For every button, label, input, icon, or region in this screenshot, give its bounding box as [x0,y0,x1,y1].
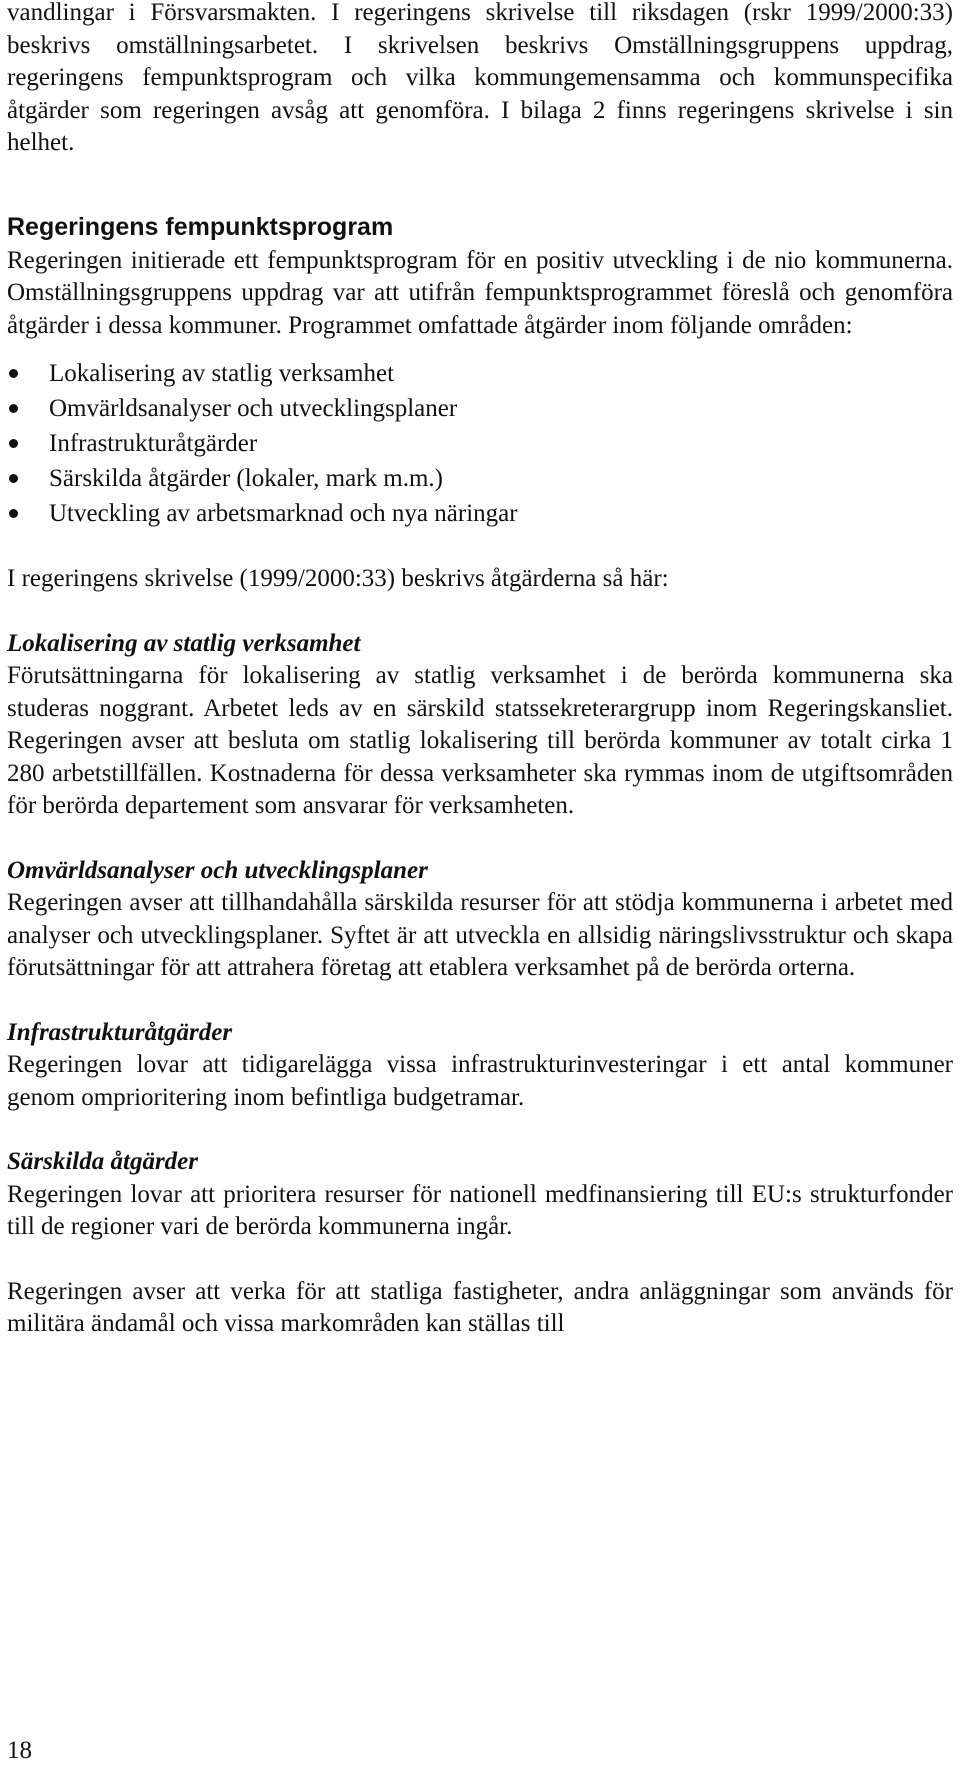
list-item-text: Särskilda åtgärder (lokaler, mark m.m.) [49,465,443,492]
bullet-icon [9,369,18,378]
section-heading: Regeringens fempunktsprogram [7,212,394,241]
page-number: 18 [7,1737,32,1764]
lead-in-paragraph: I regeringens skrivelse (1999/2000:33) beskrivs åtgärderna så här: [7,565,669,592]
subsection-text-lokalisering: Förutsättningarna för lokalisering av statlig verksamhet i de berörda kommunerna ska studeras noggrant. Arbetet leds av en särskild statssekreterargrupp inom Regeringskansliet. Regeringen avser att besluta om statlig lokalisering till berörda kommuner av totalt cirka 1 280 arbetstillfällen. Kostnaderna för dessa verksamheter ska rymmas inom de utgiftsområden för berörda departement som ansvarar för verksamheten. [7,662,953,819]
subsection-title-lokalisering: Lokalisering av statlig verksamhet [7,629,361,657]
document-page [7,0,953,1341]
program-areas-list [7,356,953,531]
list-item-text: Utveckling av arbetsmarknad och nya näringar [49,500,518,527]
list-item [7,496,953,531]
list-item [7,426,953,461]
subsection-text-infrastruktur: Regeringen lovar att tidigarelägga vissa infrastrukturinvesteringar i ett antal kommuner genom omprioritering inom befintliga budgetramar. [7,1051,953,1111]
section-paragraph: Regeringen initierade ett fempunktsprogram för en positiv utveckling i de nio kommunerna. Omställningsgruppens uppdrag var att utifrån fempunktsprogrammet föreslå och genomföra åtgärder i dessa kommuner. Programmet omfattade åtgärder inom följande områden: [7,246,953,339]
subsection-title-sarskilda: Särskilda åtgärder [7,1148,199,1175]
list-item [7,391,953,426]
list-item [7,461,953,496]
intro-paragraph: vandlingar i Försvarsmakten. I regeringens skrivelse till riksdagen (rskr 1999/2000:33) beskrivs omställningsarbetet. I skrivelsen beskrivs Omställningsgruppens uppdrag, regeringens fempunktsprogram och vilka kommungemensamma och kommunspecifika åtgärder som regeringen avsåg att genomföra. I bilaga 2 finns regeringens skrivelse i sin helhet. [7,0,953,156]
list-item-text: Omvärldsanalyser och utvecklingsplaner [49,395,458,422]
bullet-icon [9,439,18,448]
subsection-title-infrastruktur: Infrastrukturåtgärder [7,1018,233,1046]
list-item [7,356,953,391]
bullet-icon [9,474,18,483]
list-item-text: Lokalisering av statlig verksamhet [49,360,395,387]
subsection-text-omvarldsanalyser: Regeringen avser att tillhandahålla särskilda resurser för att stödja kommunerna i arbetet med analyser och utvecklingsplaner. Syftet är att utveckla en allsidig näringslivsstruktur och skapa förutsättningar för att attrahera företag att etablera verksamhet på de berörda orterna. [7,889,953,981]
list-item-text: Infrastrukturåtgärder [49,430,258,457]
bullet-icon [9,509,18,518]
subsection-text-sarskilda: Regeringen lovar att prioritera resurser för nationell medfinansiering till EU:s strukturfonder till de regioner vari de berörda kommunerna ingår. [7,1180,953,1240]
bullet-icon [9,404,18,413]
closing-paragraph: Regeringen avser att verka för att statliga fastigheter, andra anläggningar som används för militära ändamål och vissa markområden kan ställas till [7,1277,953,1337]
subsection-title-omvarldsanalyser: Omvärldsanalyser och utvecklingsplaner [7,856,428,884]
